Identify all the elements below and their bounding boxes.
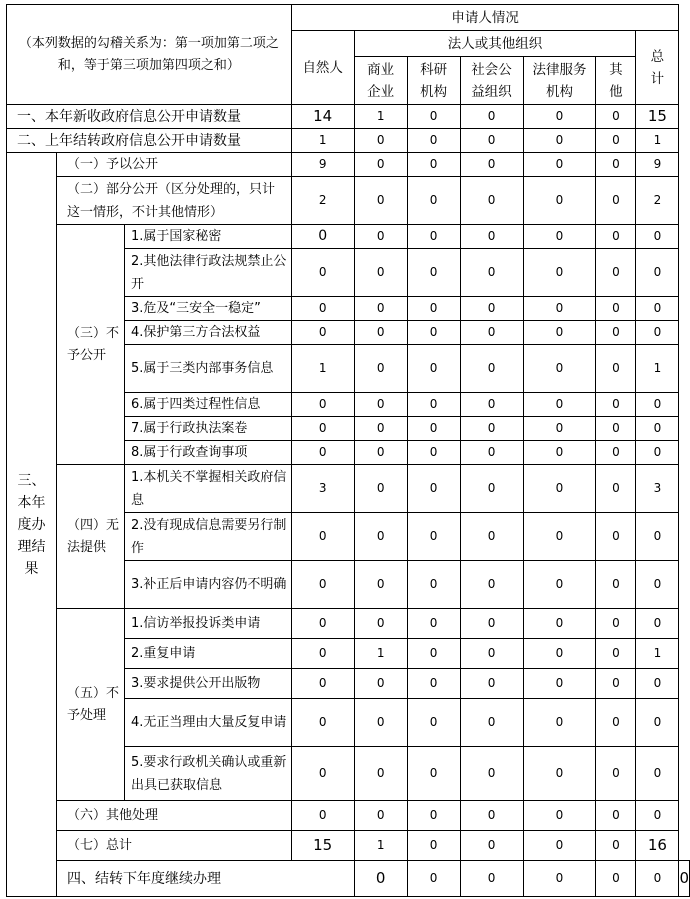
cell: 2 [636,177,679,225]
cell: 0 [523,831,596,861]
cell: 1 [636,639,679,669]
cell: 0 [460,801,523,831]
row-label: （一）予以公开 [56,153,291,177]
table-row [7,801,690,831]
cell: 0 [596,747,636,801]
cell: 3 [636,465,679,513]
cell: 0 [407,465,460,513]
cell: 0 [291,699,354,747]
cell: 0 [596,861,636,897]
cell: 1 [636,129,679,153]
cell: 14 [291,105,354,129]
cell: 0 [407,297,460,321]
cell: 0 [596,465,636,513]
cell: 0 [407,441,460,465]
group-4-label: （四）无法提供 [56,465,124,609]
cell: 0 [460,747,523,801]
cell: 0 [523,861,596,897]
cell: 0 [407,669,460,699]
col-header-public-welfare: 社会公益组织 [460,57,523,105]
cell: 0 [291,639,354,669]
cell: 0 [636,861,679,897]
row-label: （六）其他处理 [56,801,291,831]
cell: 1 [636,345,679,393]
info-disclosure-table [6,4,690,897]
cell: 0 [596,105,636,129]
cell: 0 [523,639,596,669]
row-label: 6.属于四类过程性信息 [124,393,291,417]
cell: 0 [596,417,636,441]
cell: 0 [636,393,679,417]
row-label: 3.补正后申请内容仍不明确 [124,561,291,609]
cell: 0 [354,465,407,513]
cell: 0 [407,153,460,177]
row-label: 一、本年新收政府信息公开申请数量 [7,105,292,129]
cell: 0 [407,249,460,297]
cell: 0 [354,513,407,561]
cell: 0 [460,513,523,561]
cell: 0 [354,249,407,297]
table-row [7,609,690,639]
cell: 0 [636,699,679,747]
cell: 0 [523,249,596,297]
cell: 0 [596,225,636,249]
cell: 0 [596,153,636,177]
cell: 0 [636,225,679,249]
row-label: 4.保护第三方合法权益 [124,321,291,345]
col-header-other: 其他 [596,57,636,105]
cell: 15 [291,831,354,861]
cell: 0 [354,561,407,609]
cell: 0 [460,153,523,177]
cell: 0 [460,177,523,225]
cell: 0 [407,321,460,345]
cell: 0 [460,861,523,897]
row-label: 1.信访举报投诉类申请 [124,609,291,639]
cell: 3 [291,465,354,513]
cell: 0 [460,441,523,465]
cell: 0 [354,861,407,897]
cell: 0 [596,321,636,345]
cell: 0 [291,609,354,639]
cell: 0 [407,417,460,441]
cell: 0 [523,297,596,321]
cell: 0 [291,801,354,831]
cell: 0 [407,747,460,801]
cell: 9 [291,153,354,177]
cell: 0 [523,417,596,441]
cell: 15 [636,105,679,129]
row-label: 8.属于行政查询事项 [124,441,291,465]
cell: 0 [523,513,596,561]
row-label: 2.没有现成信息需要另行制作 [124,513,291,561]
table-row [7,225,690,249]
cell: 0 [523,177,596,225]
cell: 0 [523,393,596,417]
cell: 0 [407,699,460,747]
cell: 0 [636,249,679,297]
cell: 0 [636,513,679,561]
cell: 0 [291,225,354,249]
cell: 0 [407,105,460,129]
cell: 0 [523,669,596,699]
cell: 1 [291,129,354,153]
natural-person-header: 自然人 [291,31,354,105]
cell: 0 [407,177,460,225]
group-3-label: （三）不予公开 [56,225,124,465]
row-label: 1.本机关不掌握相关政府信息 [124,465,291,513]
cell: 0 [596,441,636,465]
cell: 0 [354,225,407,249]
cell: 0 [291,441,354,465]
row-label: 7.属于行政执法案卷 [124,417,291,441]
cell: 0 [636,801,679,831]
section-3-label: 三、本年度办理结果 [7,153,57,897]
cell: 0 [596,831,636,861]
cell: 1 [354,105,407,129]
cell: 0 [523,225,596,249]
cell: 9 [636,153,679,177]
cell: 0 [354,417,407,441]
cell: 0 [523,441,596,465]
row-label: 5.要求行政机关确认或重新出具已获取信息 [124,747,291,801]
cell: 0 [460,249,523,297]
total-header: 总计 [636,31,679,105]
cell: 0 [596,177,636,225]
cell: 0 [354,321,407,345]
cell: 1 [354,831,407,861]
cell: 0 [460,609,523,639]
cell: 0 [407,561,460,609]
cell: 0 [407,861,460,897]
cell: 0 [460,699,523,747]
row-label: 四、结转下年度继续办理 [56,861,354,897]
header-note: （本列数据的勾稽关系为：第一项加第二项之和，等于第三项加第四项之和） [7,5,292,105]
cell: 0 [407,345,460,393]
cell: 0 [407,393,460,417]
cell: 0 [636,561,679,609]
cell: 0 [460,297,523,321]
cell: 0 [460,561,523,609]
table-row [7,153,690,177]
cell: 0 [596,609,636,639]
cell: 0 [460,639,523,669]
cell: 0 [354,669,407,699]
cell: 0 [636,321,679,345]
cell: 0 [523,153,596,177]
cell: 0 [460,465,523,513]
cell: 0 [407,639,460,669]
cell: 0 [407,609,460,639]
cell: 0 [291,249,354,297]
table-row [7,177,690,225]
cell: 0 [291,321,354,345]
group-5-label: （五）不予处理 [56,609,124,801]
cell: 0 [523,801,596,831]
row-label: 5.属于三类内部事务信息 [124,345,291,393]
cell: 0 [523,129,596,153]
cell: 0 [523,465,596,513]
cell: 16 [636,831,679,861]
cell: 0 [596,669,636,699]
cell: 0 [460,345,523,393]
cell: 0 [596,699,636,747]
cell: 0 [354,609,407,639]
row-label: 4.无正当理由大量反复申请 [124,699,291,747]
row-label: 3.危及“三安全一稳定” [124,297,291,321]
cell: 0 [460,417,523,441]
cell: 0 [523,561,596,609]
cell: 0 [523,747,596,801]
applicant-header: 申请人情况 [291,5,679,31]
cell: 0 [291,747,354,801]
cell: 0 [460,129,523,153]
cell: 0 [460,393,523,417]
cell: 0 [523,105,596,129]
table-row [7,831,690,861]
cell: 0 [407,225,460,249]
cell: 0 [523,699,596,747]
cell: 0 [596,561,636,609]
cell: 0 [523,609,596,639]
col-header-business: 商业企业 [354,57,407,105]
cell: 0 [354,345,407,393]
cell: 0 [460,225,523,249]
cell: 0 [596,345,636,393]
cell: 0 [407,513,460,561]
cell: 0 [291,297,354,321]
row-label: 1.属于国家秘密 [124,225,291,249]
cell: 0 [407,831,460,861]
cell: 0 [407,801,460,831]
row-label: 二、上年结转政府信息公开申请数量 [7,129,292,153]
cell: 0 [460,669,523,699]
cell: 0 [354,747,407,801]
legal-group-header: 法人或其他组织 [354,31,636,57]
cell: 0 [354,699,407,747]
cell: 0 [596,129,636,153]
col-header-legal-service: 法律服务机构 [523,57,596,105]
cell: 0 [636,417,679,441]
row-label: （二）部分公开（区分处理的，只计这一情形，不计其他情形） [56,177,291,225]
cell: 1 [354,639,407,669]
cell: 0 [460,105,523,129]
cell: 1 [291,345,354,393]
cell: 0 [354,801,407,831]
row-label: 2.其他法律行政法规禁止公开 [124,249,291,297]
cell: 0 [523,345,596,393]
table-row [7,129,690,153]
cell: 0 [596,801,636,831]
cell: 0 [354,441,407,465]
table-row [7,465,690,513]
cell: 0 [596,249,636,297]
cell: 0 [291,393,354,417]
cell: 0 [636,441,679,465]
row-label: 2.重复申请 [124,639,291,669]
table-row [7,105,690,129]
cell: 0 [407,129,460,153]
cell: 0 [636,609,679,639]
cell: 0 [636,669,679,699]
cell: 0 [291,561,354,609]
cell: 0 [291,417,354,441]
cell: 0 [596,297,636,321]
table-row [7,861,690,897]
cell: 0 [354,153,407,177]
cell: 0 [354,177,407,225]
cell: 0 [354,393,407,417]
cell: 0 [354,297,407,321]
row-label: 3.要求提供公开出版物 [124,669,291,699]
cell: 0 [523,321,596,345]
cell: 0 [636,747,679,801]
col-header-research: 科研机构 [407,57,460,105]
cell: 0 [679,861,690,897]
cell: 0 [596,393,636,417]
cell: 2 [291,177,354,225]
cell: 0 [460,321,523,345]
cell: 0 [291,669,354,699]
cell: 0 [596,513,636,561]
cell: 0 [460,831,523,861]
cell: 0 [291,513,354,561]
row-label: （七）总计 [56,831,291,861]
cell: 0 [636,297,679,321]
cell: 0 [354,129,407,153]
cell: 0 [596,639,636,669]
